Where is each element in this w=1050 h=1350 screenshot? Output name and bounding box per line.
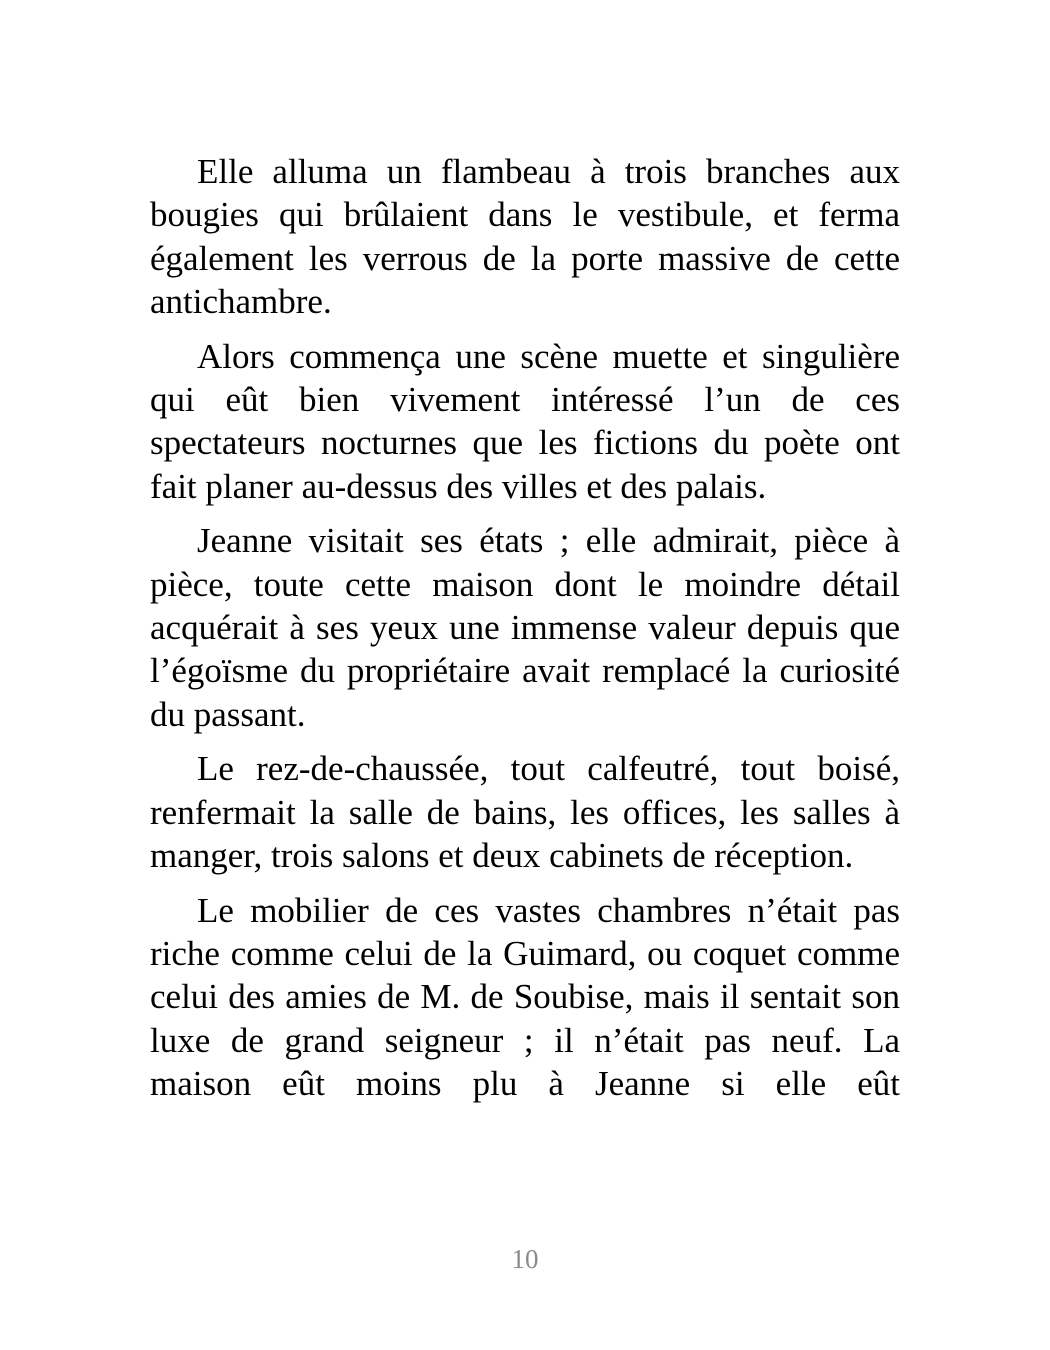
paragraph-2: Alors commença une scène muette et singulière qui eût bien vivement intéressé l’un de ces spectateurs nocturnes que les fictions du poète ont fait planer au-dessus des villes et des palais.: [150, 336, 900, 506]
paragraph-3: Jeanne visitait ses états ; elle admirait, pièce à pièce, toute cette maison dont le moindre détail acquérait à ses yeux une immense valeur depuis que l’égoïsme du propriétaire avait remplacé la curiosité du passant.: [150, 521, 900, 734]
paragraph-4: Le rez-de-chaussée, tout calfeutré, tout boisé, renfermait la salle de bains, les offices, les salles à manger, trois salons et deux cabinets de réception.: [150, 749, 900, 876]
page-number: 10: [511, 1244, 539, 1274]
paragraph-1: Elle alluma un flambeau à trois branches aux bougies qui brûlaient dans le vestibule, et ferma également les verrous de la porte massive de cette antichambre.: [150, 152, 900, 322]
page-body: [150, 150, 900, 1117]
paragraph-5: Le mobilier de ces vastes chambres n’était pas riche comme celui de la Guimard, ou coquet comme celui des amies de M. de Soubise, mais il sentait son luxe de grand seigneur ; il n’était pas neuf. La maison eût moins plu à Jeanne si elle eût: [150, 890, 900, 1104]
